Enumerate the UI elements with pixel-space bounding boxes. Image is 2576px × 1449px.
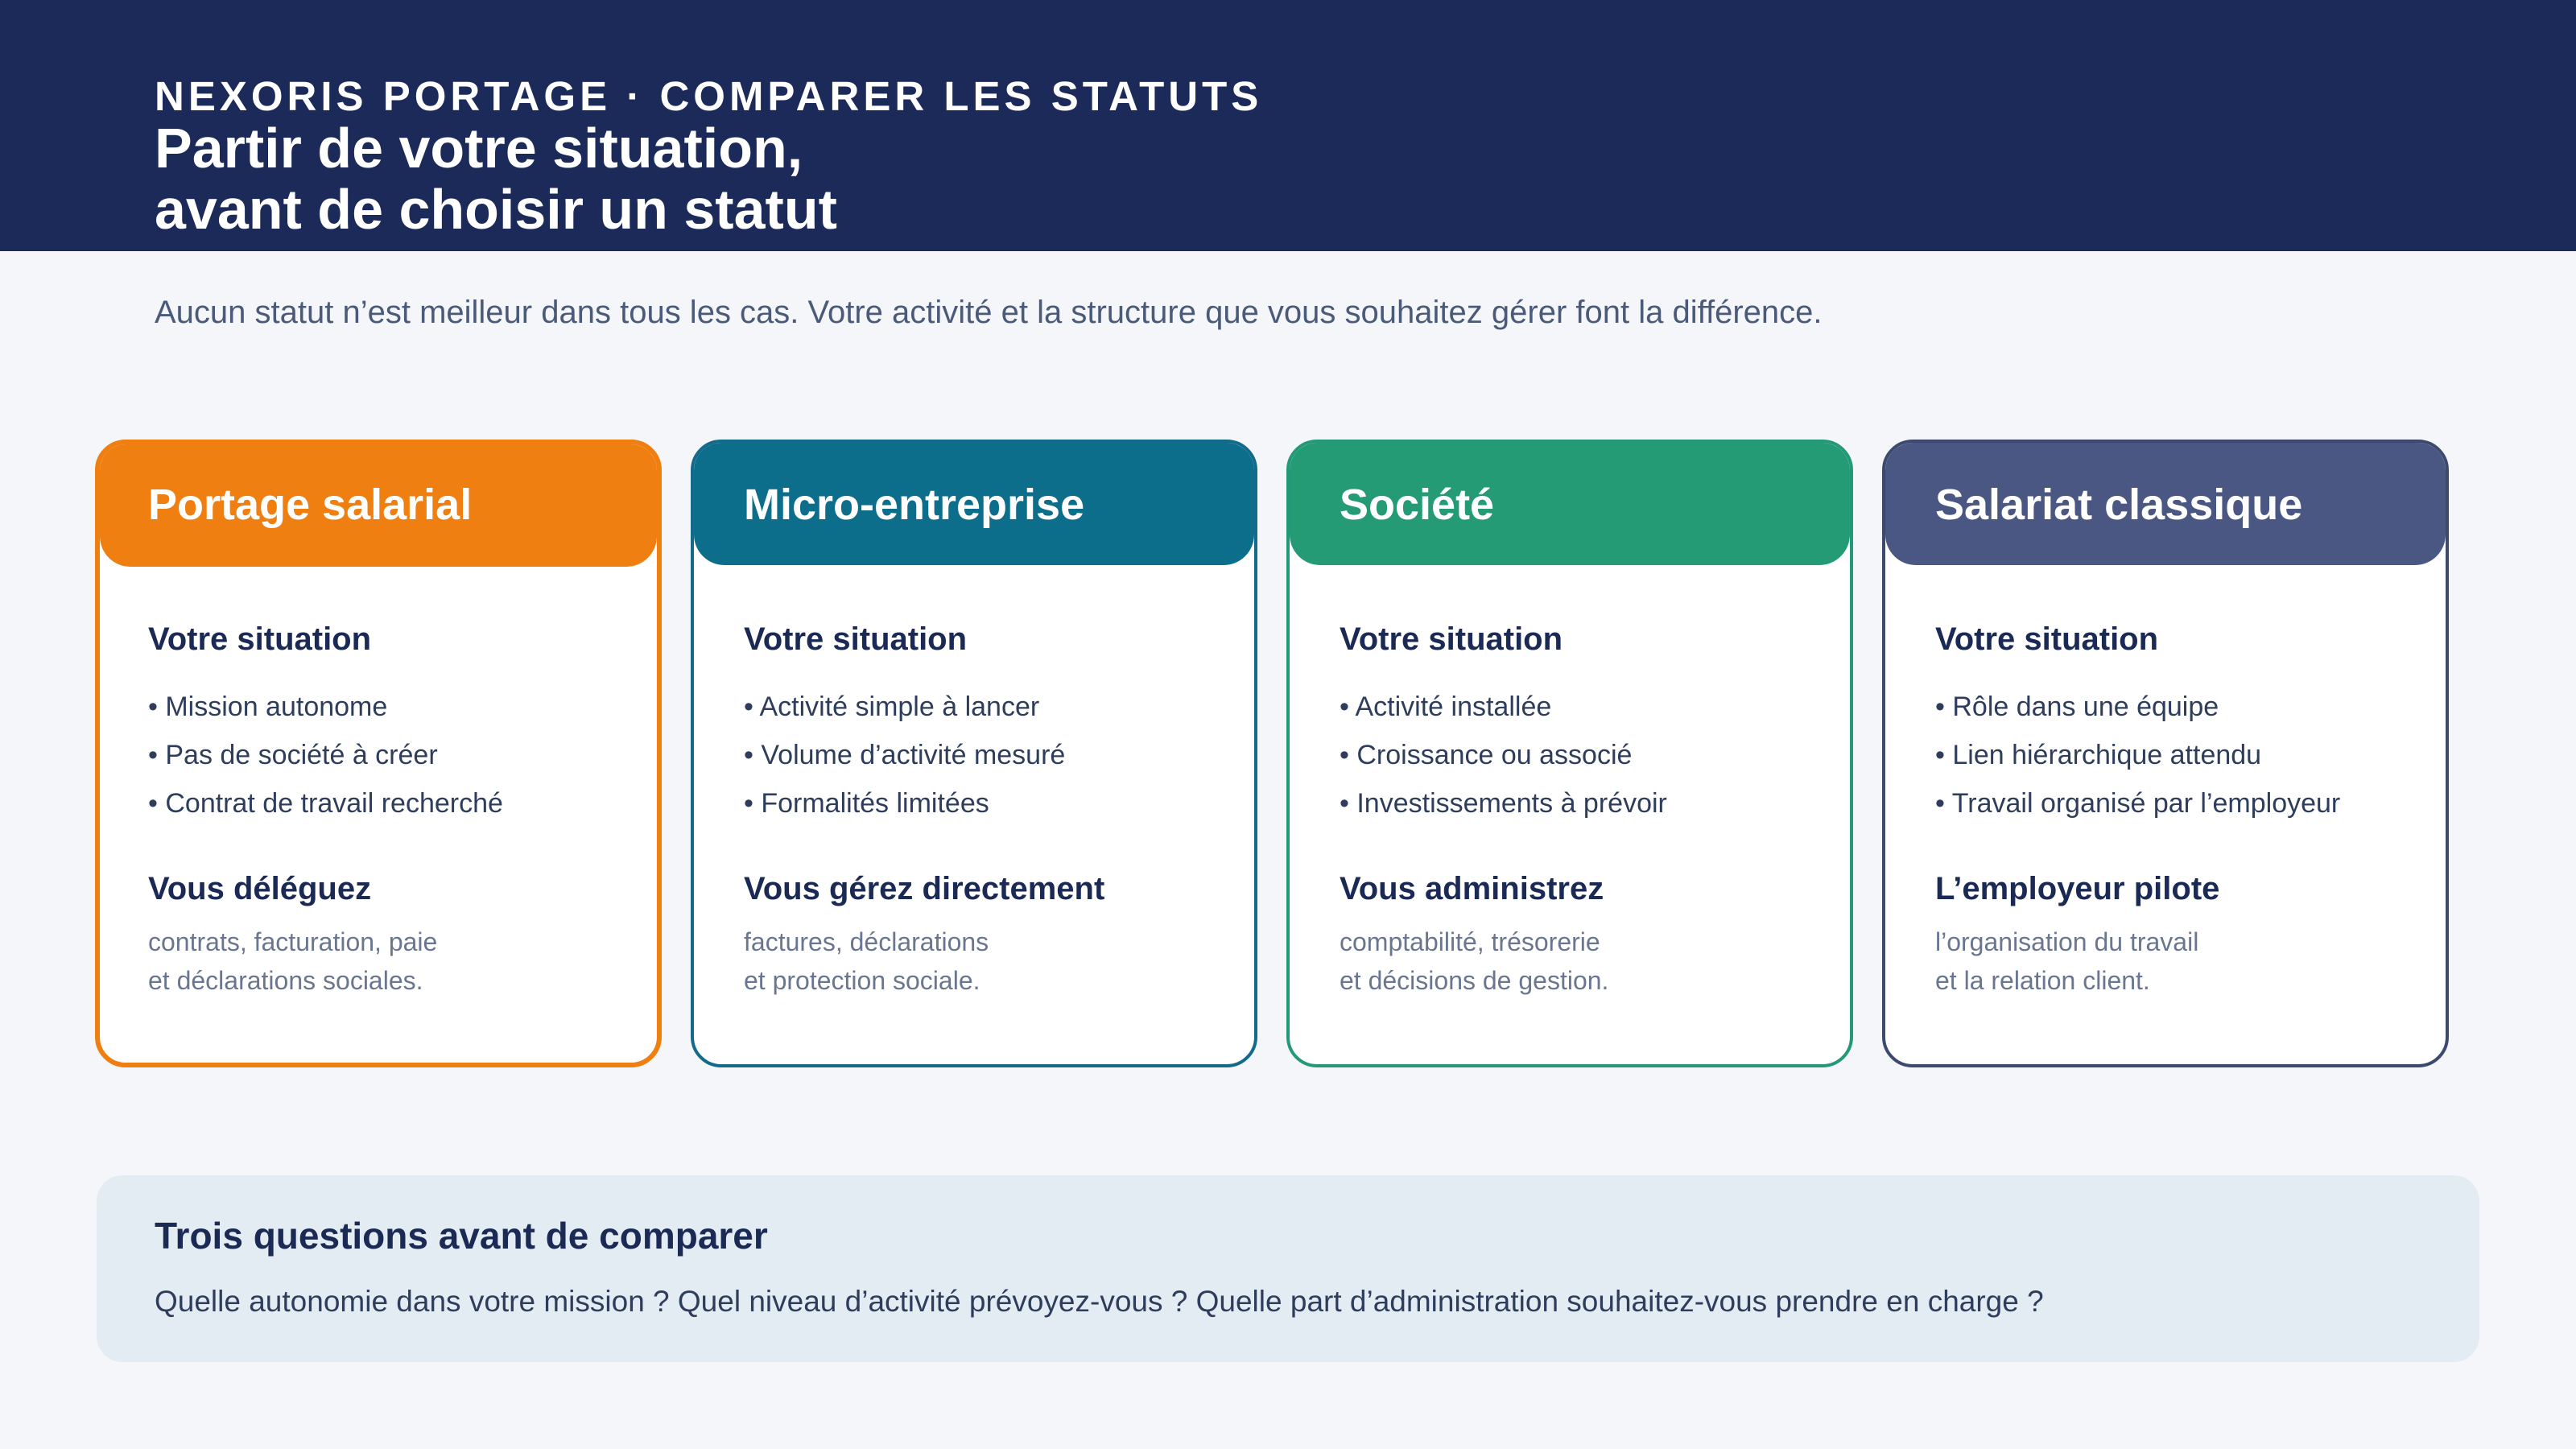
card-header (1885, 443, 2446, 565)
role-heading: L’employeur pilote (1935, 871, 2220, 906)
card-micro-entreprise[interactable] (691, 440, 1257, 1067)
card-societe[interactable] (1286, 440, 1853, 1067)
situation-list (1340, 683, 1667, 828)
list-item: • Activité simple à lancer (744, 683, 1065, 731)
questions-text: Quelle autonomie dans votre mission ? Quel niveau d’activité prévoyez-vous ? Quelle part d’administration souhaitez-vous prendre en charge ? (155, 1285, 2044, 1318)
questions-panel (97, 1175, 2479, 1362)
role-description-line: contrats, facturation, paie (148, 927, 438, 956)
card-header (1290, 443, 1850, 565)
role-description-line: et protection sociale. (744, 966, 980, 995)
role-description-line: factures, déclarations (744, 927, 989, 956)
role-description (148, 923, 437, 1000)
situation-heading: Votre situation (1340, 621, 1563, 657)
page-title-line-2: avant de choisir un statut (155, 178, 837, 241)
role-description-line: et décisions de gestion. (1340, 966, 1609, 995)
card-salariat-classique[interactable] (1882, 440, 2449, 1067)
card-title: Micro-entreprise (744, 481, 1085, 529)
role-description-line: l’organisation du travail (1935, 927, 2199, 956)
role-description (1340, 923, 1608, 1000)
page-title-line-1: Partir de votre situation, (155, 117, 803, 180)
role-description-line: et déclarations sociales. (148, 966, 423, 995)
card-title: Salariat classique (1935, 481, 2303, 529)
questions-title: Trois questions avant de comparer (155, 1215, 768, 1257)
card-title: Portage salarial (148, 481, 473, 529)
page-subtitle: Aucun statut n’est meilleur dans tous les cas. Votre activité et la structure que vous souhaitez gérer font la différence. (155, 295, 1823, 330)
card-title: Société (1340, 481, 1495, 529)
list-item: • Formalités limitées (744, 779, 1065, 828)
role-description (744, 923, 989, 1000)
list-item: • Lien hiérarchique attendu (1935, 731, 2340, 779)
situation-list (148, 683, 503, 828)
list-item: • Travail organisé par l’employeur (1935, 779, 2340, 828)
card-header (100, 444, 657, 567)
situation-list (1935, 683, 2340, 828)
list-item: • Rôle dans une équipe (1935, 683, 2340, 731)
role-description (1935, 923, 2198, 1000)
situation-heading: Votre situation (744, 621, 968, 657)
list-item: • Pas de société à créer (148, 731, 503, 779)
card-portage-salarial[interactable] (95, 440, 662, 1067)
situation-heading: Votre situation (1935, 621, 2159, 657)
card-header (694, 443, 1254, 565)
list-item: • Activité installée (1340, 683, 1667, 731)
list-item: • Volume d’activité mesuré (744, 731, 1065, 779)
role-heading: Vous administrez (1340, 871, 1604, 906)
header-eyebrow: NEXORIS PORTAGE · COMPARER LES STATUTS (155, 73, 1263, 119)
list-item: • Investissements à prévoir (1340, 779, 1667, 828)
list-item: • Mission autonome (148, 683, 503, 731)
role-heading: Vous gérez directement (744, 871, 1105, 906)
list-item: • Croissance ou associé (1340, 731, 1667, 779)
situation-list (744, 683, 1065, 828)
role-description-line: et la relation client. (1935, 966, 2150, 995)
role-description-line: comptabilité, trésorerie (1340, 927, 1600, 956)
situation-heading: Votre situation (148, 621, 372, 657)
list-item: • Contrat de travail recherché (148, 779, 503, 828)
role-heading: Vous déléguez (148, 871, 372, 906)
